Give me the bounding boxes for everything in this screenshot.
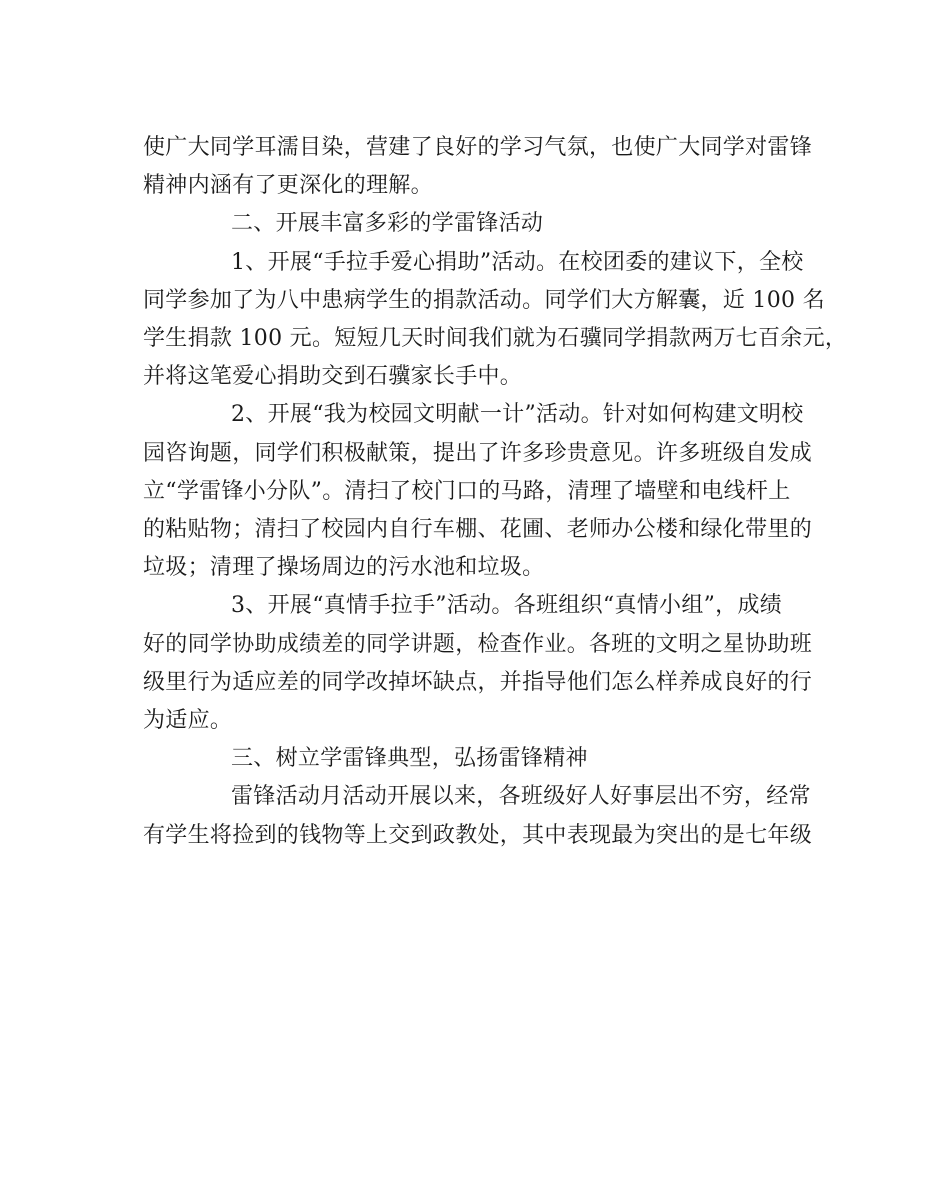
text-line: 的粘贴物；清扫了校园内自行车棚、花圃、老师办公楼和绿化带里的 — [143, 517, 813, 543]
text-line: 立“学雷锋小分队”。清扫了校门口的马路，清理了墙壁和电线杆上 — [143, 478, 791, 504]
text-line: 好的同学协助成绩差的同学讲题，检查作业。各班的文明之星协助班 — [143, 631, 813, 657]
text-line: 学生捐款 100 元。短短几天时间我们就为石骥同学捐款两万七百余元， — [143, 326, 848, 352]
text-line: 雷锋活动月活动开展以来，各班级好人好事层出不穷，经常 — [231, 784, 811, 810]
text-line: 并将这笔爱心捐助交到石骥家长手中。 — [143, 364, 523, 390]
document-body — [143, 129, 848, 855]
text-line: 精神内涵有了更深化的理解。 — [143, 173, 433, 199]
section-heading: 三、树立学雷锋典型，弘扬雷锋精神 — [231, 746, 588, 772]
text-line: 垃圾；清理了操场周边的污水池和垃圾。 — [143, 555, 545, 581]
text-line: 2、开展“我为校园文明献一计”活动。针对如何构建文明校 — [231, 402, 804, 428]
text-line: 使广大同学耳濡目染，营建了良好的学习气氛，也使广大同学对雷锋 — [143, 135, 813, 160]
text-line: 级里行为适应差的同学改掉坏缺点，并指导他们怎么样养成良好的行 — [143, 669, 813, 695]
text-line: 同学参加了为八中患病学生的捐款活动。同学们大方解囊，近 100 名 — [143, 287, 825, 313]
text-line: 有学生将捡到的钱物等上交到政教处，其中表现最为突出的是七年级 — [143, 822, 813, 848]
text-line: 为适应。 — [143, 708, 233, 734]
text-line: 3、开展“真情手拉手”活动。各班组织“真情小组”，成绩 — [231, 593, 783, 619]
text-line: 1、开展“手拉手爱心捐助”活动。在校团委的建议下，全校 — [231, 249, 804, 275]
text-line: 园咨询题，同学们积极献策，提出了许多珍贵意见。许多班级自发成 — [143, 440, 813, 466]
section-heading: 二、开展丰富多彩的学雷锋活动 — [231, 211, 544, 237]
